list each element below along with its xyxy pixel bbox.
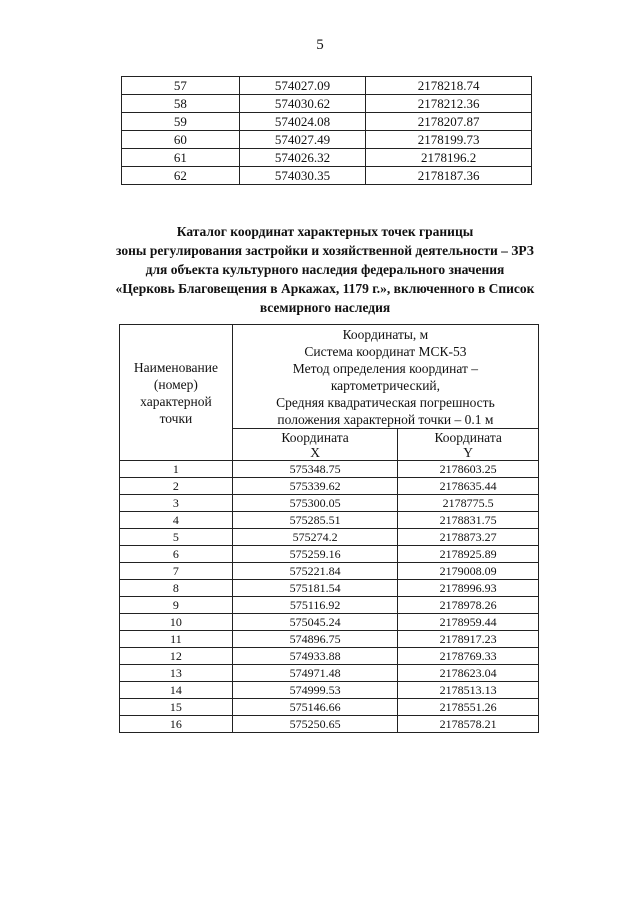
coordinate-y-cell: 2178199.73	[366, 131, 532, 149]
catalog-title-line: «Церковь Благовещения в Аркажах, 1179 г.», включенного в Список	[115, 281, 535, 296]
header-line: точки	[159, 410, 193, 426]
point-number-cell: 10	[120, 614, 233, 631]
coordinate-y-cell: 2178603.25	[398, 461, 539, 478]
table-row	[120, 529, 539, 546]
header-line: Y	[463, 444, 474, 460]
point-number-cell: 62	[122, 167, 240, 185]
coordinate-x-cell: 574030.62	[239, 95, 366, 113]
header-line: X	[310, 444, 320, 460]
coordinate-x-cell: 575339.62	[232, 478, 398, 495]
header-line: Средняя квадратическая погрешность	[276, 394, 495, 410]
table-row	[120, 597, 539, 614]
header-line: Метод определения координат –	[292, 360, 479, 376]
table-row	[122, 167, 532, 185]
coordinate-x-cell: 575274.2	[232, 529, 398, 546]
table-header	[120, 325, 539, 461]
coordinate-x-cell: 574024.08	[239, 113, 366, 131]
header-coordinate-x	[232, 429, 398, 461]
table-row	[120, 478, 539, 495]
header-line: Координата	[434, 429, 502, 445]
coordinate-x-cell: 575250.65	[232, 716, 398, 733]
catalog-title-line: Каталог координат характерных точек границы	[176, 224, 474, 239]
coordinates-catalog-table	[119, 324, 539, 733]
header-line: Координаты, м	[342, 326, 429, 342]
coordinate-x-cell: 575221.84	[232, 563, 398, 580]
table-row	[120, 716, 539, 733]
coordinates-catalog-body	[120, 461, 539, 733]
table-row	[120, 546, 539, 563]
point-number-cell: 5	[120, 529, 233, 546]
point-number-cell: 58	[122, 95, 240, 113]
table-row	[120, 648, 539, 665]
catalog-title-line: всемирного наследия	[259, 300, 391, 315]
header-coordinate-y	[398, 429, 539, 461]
header-line: положения характерной точки – 0.1 м	[277, 411, 494, 427]
coordinate-y-cell: 2178635.44	[398, 478, 539, 495]
point-number-cell: 1	[120, 461, 233, 478]
point-number-cell: 13	[120, 665, 233, 682]
coordinate-y-cell: 2178196.2	[366, 149, 532, 167]
coordinate-x-cell: 574933.88	[232, 648, 398, 665]
coordinate-x-cell: 574027.09	[239, 77, 366, 95]
coordinate-x-cell: 574896.75	[232, 631, 398, 648]
table-row	[122, 95, 532, 113]
header-line: Наименование	[133, 359, 218, 375]
coordinate-x-cell: 575181.54	[232, 580, 398, 597]
coordinate-x-cell: 575259.16	[232, 546, 398, 563]
point-number-cell: 61	[122, 149, 240, 167]
point-number-cell: 11	[120, 631, 233, 648]
table-row	[122, 113, 532, 131]
coordinate-y-cell: 2178218.74	[366, 77, 532, 95]
header-line: Система координат МСК-53	[304, 343, 467, 359]
point-number-cell: 4	[120, 512, 233, 529]
point-number-cell: 15	[120, 699, 233, 716]
table-row	[120, 631, 539, 648]
coordinate-x-cell: 574030.35	[239, 167, 366, 185]
coordinate-y-cell: 2178212.36	[366, 95, 532, 113]
coordinate-y-cell: 2178917.23	[398, 631, 539, 648]
point-number-cell: 16	[120, 716, 233, 733]
coordinate-x-cell: 574027.49	[239, 131, 366, 149]
catalog-title	[70, 222, 580, 317]
point-number-cell: 2	[120, 478, 233, 495]
point-number-cell: 9	[120, 597, 233, 614]
coordinate-y-cell: 2178925.89	[398, 546, 539, 563]
header-coordinates	[232, 325, 538, 429]
coordinate-y-cell: 2178831.75	[398, 512, 539, 529]
header-line: (номер)	[153, 376, 198, 392]
point-number-cell: 12	[120, 648, 233, 665]
coordinate-y-cell: 2178769.33	[398, 648, 539, 665]
coordinate-y-cell: 2178623.04	[398, 665, 539, 682]
catalog-title-line: для объекта культурного наследия федерального значения	[145, 262, 505, 277]
point-number-cell: 8	[120, 580, 233, 597]
table-row	[120, 614, 539, 631]
point-number-cell: 3	[120, 495, 233, 512]
coordinate-x-cell: 574971.48	[232, 665, 398, 682]
coordinate-y-cell: 2178551.26	[398, 699, 539, 716]
coordinate-x-cell: 574026.32	[239, 149, 366, 167]
table-row	[122, 131, 532, 149]
coordinate-y-cell: 2178873.27	[398, 529, 539, 546]
page-number: 5	[316, 37, 324, 53]
header-point-name	[120, 325, 233, 461]
coordinate-y-cell: 2178187.36	[366, 167, 532, 185]
table-row	[120, 699, 539, 716]
table-row	[120, 665, 539, 682]
coordinate-x-cell: 574999.53	[232, 682, 398, 699]
coordinate-x-cell: 575146.66	[232, 699, 398, 716]
table-row	[120, 461, 539, 478]
coordinate-x-cell: 575045.24	[232, 614, 398, 631]
point-number-cell: 59	[122, 113, 240, 131]
header-line: картометрический,	[330, 377, 441, 393]
coordinate-y-cell: 2179008.09	[398, 563, 539, 580]
point-number-cell: 6	[120, 546, 233, 563]
coordinate-y-cell: 2178513.13	[398, 682, 539, 699]
table-row	[122, 149, 532, 167]
point-number-cell: 60	[122, 131, 240, 149]
catalog-title-line: зоны регулирования застройки и хозяйственной деятельности – ЗРЗ	[116, 243, 534, 258]
coordinate-x-cell: 575116.92	[232, 597, 398, 614]
coordinates-table-body	[122, 77, 532, 185]
coordinate-y-cell: 2178578.21	[398, 716, 539, 733]
header-line: Координата	[281, 429, 349, 445]
table-row	[120, 563, 539, 580]
coordinate-y-cell: 2178775.5	[398, 495, 539, 512]
coordinate-y-cell: 2178959.44	[398, 614, 539, 631]
table-row	[122, 77, 532, 95]
table-row	[120, 495, 539, 512]
coordinate-x-cell: 575348.75	[232, 461, 398, 478]
header-line: характерной	[140, 393, 212, 409]
table-row	[120, 580, 539, 597]
coordinate-y-cell: 2178996.93	[398, 580, 539, 597]
coordinate-y-cell: 2178978.26	[398, 597, 539, 614]
point-number-cell: 14	[120, 682, 233, 699]
coordinate-x-cell: 575285.51	[232, 512, 398, 529]
point-number-cell: 57	[122, 77, 240, 95]
coordinate-x-cell: 575300.05	[232, 495, 398, 512]
coordinates-table-continued	[121, 76, 532, 185]
table-row	[120, 512, 539, 529]
point-number-cell: 7	[120, 563, 233, 580]
coordinate-y-cell: 2178207.87	[366, 113, 532, 131]
table-row	[120, 682, 539, 699]
